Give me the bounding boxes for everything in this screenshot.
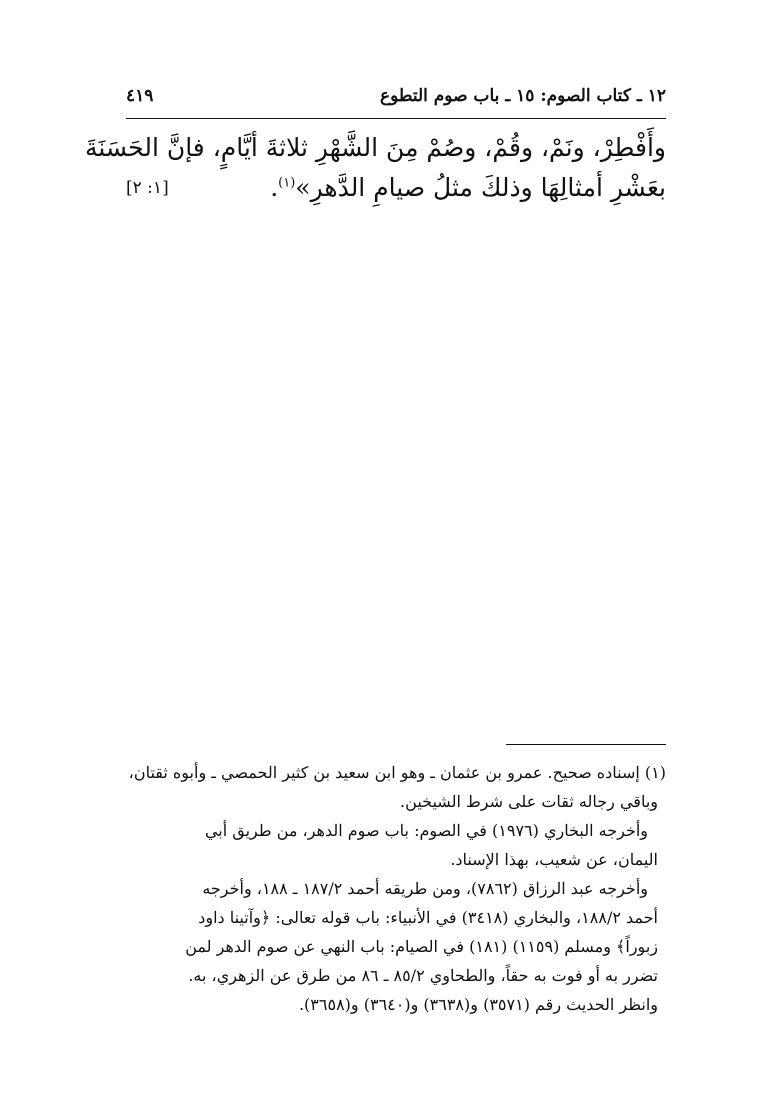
footnote-line: زبوراً﴾ ومسلم (١١٥٩) (١٨١) في الصيام: باب النهي عن صوم الدهر لمن bbox=[185, 937, 658, 956]
main-text-line-2 bbox=[126, 168, 666, 208]
footnote-line: وأخرجه البخاري (١٩٧٦) في الصوم: باب صوم الدهر، من طريق أبي bbox=[204, 821, 648, 840]
hadith-reference: [١: ٢] bbox=[126, 178, 169, 198]
main-text-line-1: وأَفْطِرْ، ونَمْ، وقُمْ، وصُمْ مِنَ الشَّهْرِ ثلاثةَ أيَّامٍ، فإنَّ الحَسَنَةَ bbox=[84, 133, 666, 162]
footnote-line: اليمان، عن شعيب، بهذا الإسناد. bbox=[450, 850, 658, 869]
footnote-line: وانظر الحديث رقم (٣٥٧١) و(٣٦٣٨) و(٣٦٤٠) و(٣٦٥٨). bbox=[298, 995, 658, 1014]
footnote-line: (١) إسناده صحيح. عمرو بن عثمان ـ وهو ابن سعيد بن كثير الحمصي ـ وأبوه ثقتان، bbox=[128, 763, 666, 782]
footnote-line: تضرر به أو فوت به حقاً، والطحاوي ٨٥/٢ ـ ٨٦ من طرق عن الزهري، به. bbox=[188, 966, 658, 985]
footnote-reference: (١) bbox=[278, 175, 296, 191]
footnote-line: أحمد ١٨٨/٢، والبخاري (٣٤١٨) في الأنبياء: باب قوله تعالى: ﴿وآتينا داود bbox=[198, 908, 658, 927]
main-text-line-2-body: بعَشْرِ أمثالِهَا وذلكَ مثلُ صيامِ الدَّهرِ» bbox=[295, 173, 666, 202]
running-header bbox=[126, 86, 666, 116]
footnote-line: وباقي رجاله ثقات على شرط الشيخين. bbox=[400, 792, 658, 811]
main-text bbox=[84, 128, 666, 208]
footnotes bbox=[126, 758, 666, 1019]
footnote-line: وأخرجه عبد الرزاق (٧٨٦٢)، ومن طريقه أحمد ١٨٧/٢ ـ ١٨٨، وأخرجه bbox=[202, 879, 648, 898]
header-divider bbox=[126, 118, 666, 119]
chapter-title: ١٢ ـ كتاب الصوم: ١٥ ـ باب صوم التطوع bbox=[379, 86, 666, 106]
main-text-line-2-end: . bbox=[270, 173, 279, 202]
footnote-divider bbox=[506, 744, 666, 745]
page-number: ٤١٩ bbox=[126, 86, 154, 106]
